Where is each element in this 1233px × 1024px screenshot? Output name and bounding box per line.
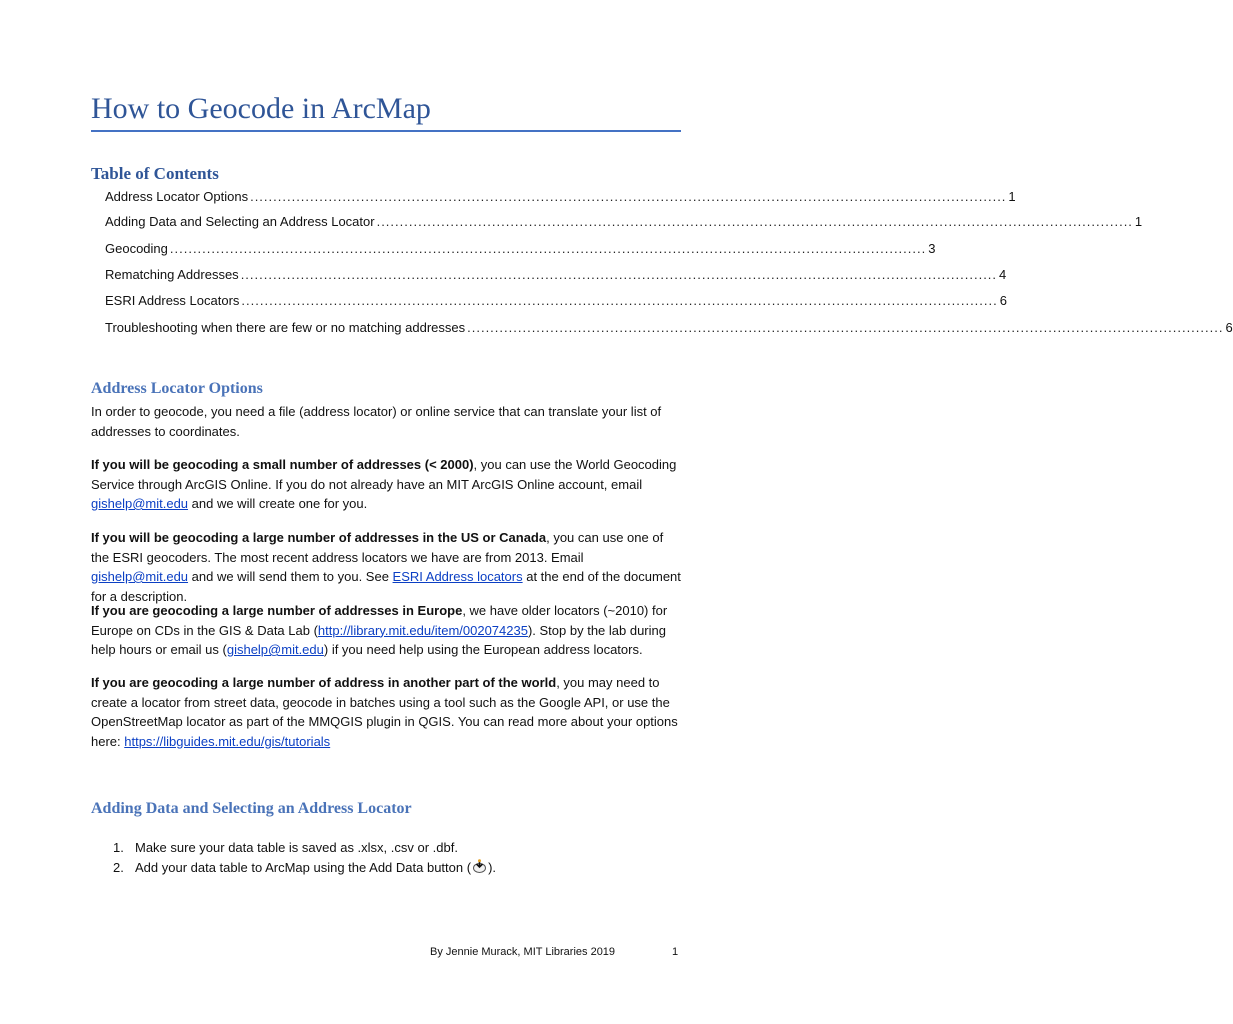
section-heading-adding-data: Adding Data and Selecting an Address Locator bbox=[91, 800, 412, 817]
toc-entry-page: 1 bbox=[1134, 214, 1143, 229]
esri-address-locators-link[interactable]: ESRI Address locators bbox=[392, 569, 523, 584]
toc-entry[interactable] bbox=[105, 241, 936, 259]
paragraph-text: ) if you need help using the European address locators. bbox=[323, 642, 643, 657]
list-number: 2. bbox=[113, 860, 124, 875]
us-canada-paragraph bbox=[91, 528, 683, 606]
toc-entry-page: 3 bbox=[928, 241, 936, 256]
small-geocoding-paragraph bbox=[91, 455, 683, 514]
paragraph-bold-lead: If you are geocoding a large number of addresses in Europe bbox=[91, 603, 463, 618]
intro-paragraph: In order to geocode, you need a file (address locator) or online service that can translate your list of addresses to coordinates. bbox=[91, 404, 662, 439]
toc-entry-label[interactable]: Geocoding bbox=[105, 241, 168, 256]
libguides-tutorials-link[interactable]: https://libguides.mit.edu/gis/tutorials bbox=[124, 733, 331, 749]
list-text: Make sure your data table is saved as .xlsx, .csv or .dbf. bbox=[135, 840, 458, 855]
toc-leader-dots: .................................................................................................................................................................... bbox=[169, 241, 927, 256]
toc-leader-dots: .................................................................................................................................................................... bbox=[250, 189, 1007, 204]
toc-entry[interactable] bbox=[105, 189, 1016, 207]
gishelp-email-link[interactable]: gishelp@mit.edu bbox=[91, 496, 189, 511]
list-item bbox=[113, 838, 673, 858]
toc-entry-page: 4 bbox=[999, 267, 1007, 282]
title-underline-rule bbox=[91, 130, 681, 132]
paragraph-text: and we will create one for you. bbox=[188, 496, 368, 511]
toc-entry[interactable] bbox=[105, 214, 1143, 232]
paragraph-text: , you can use one of the ESRI geocoders. The most recent address locators we have are from 2013. Email bbox=[91, 530, 664, 565]
toc-entry-page: 6 bbox=[999, 293, 1007, 308]
list-text: ). bbox=[488, 860, 497, 875]
paragraph-text: , you can use the World Geocoding Service through ArcGIS Online. If you do not already have an MIT ArcGIS Online account, email bbox=[91, 457, 677, 492]
world-paragraph bbox=[91, 673, 683, 751]
footer-credit: By Jennie Murack, MIT Libraries 2019 bbox=[430, 946, 616, 958]
paragraph-bold-lead: If you will be geocoding a large number of addresses in the US or Canada bbox=[91, 530, 547, 545]
library-item-link[interactable]: http://library.mit.edu/item/002074235 bbox=[317, 622, 528, 638]
toc-entry-label[interactable]: Address Locator Options bbox=[105, 189, 249, 204]
toc-leader-dots: .................................................................................................................................................................... bbox=[241, 293, 998, 308]
toc-heading: Table of Contents bbox=[91, 164, 219, 183]
gishelp-email-link[interactable]: gishelp@mit.edu bbox=[226, 642, 324, 657]
toc-entry-page: 1 bbox=[1008, 189, 1016, 204]
toc-entry[interactable] bbox=[105, 267, 1007, 285]
footer-page-number: 1 bbox=[672, 946, 679, 958]
toc-leader-dots: .................................................................................................................................................................... bbox=[240, 267, 998, 282]
section-heading-address-locator-options: Address Locator Options bbox=[91, 380, 263, 397]
paragraph-text: , you may need to create a locator from street data, geocode in batches using a tool such as the Google API, or use the OpenStreetMap locator as part of the MMQGIS plugin in QGIS. You can read more about your options here: bbox=[91, 675, 678, 749]
toc-entry[interactable] bbox=[105, 320, 1233, 338]
list-number: 1. bbox=[113, 840, 124, 855]
document-title: How to Geocode in ArcMap bbox=[91, 92, 431, 125]
europe-paragraph bbox=[91, 601, 683, 660]
toc-entry-label[interactable]: Adding Data and Selecting an Address Locator bbox=[105, 214, 375, 229]
paragraph-bold-lead: If you will be geocoding a small number of addresses (< 2000) bbox=[91, 457, 474, 472]
toc-entry[interactable] bbox=[105, 293, 1007, 311]
paragraph-bold-lead: If you are geocoding a large number of address in another part of the world bbox=[91, 675, 557, 690]
paragraph-text: at the end of the document for a description. bbox=[91, 569, 681, 604]
toc-entry-label[interactable]: Rematching Addresses bbox=[105, 267, 239, 282]
toc-leader-dots: .................................................................................................................................................................... bbox=[376, 214, 1133, 229]
paragraph-text: ). Stop by the lab during help hours or email us ( bbox=[91, 622, 666, 657]
list-item bbox=[113, 858, 673, 878]
paragraph-text: , we have older locators (~2010) for Europe on CDs in the GIS & Data Lab ( bbox=[91, 603, 668, 638]
toc-leader-dots: .................................................................................................................................................................... bbox=[467, 320, 1224, 335]
toc-entry-page: 6 bbox=[1225, 320, 1233, 335]
list-text: Add your data table to ArcMap using the Add Data button ( bbox=[135, 860, 472, 875]
paragraph-text: and we will send them to you. See bbox=[188, 569, 393, 584]
toc-entry-label[interactable]: ESRI Address Locators bbox=[105, 293, 240, 308]
add-data-icon bbox=[472, 859, 487, 874]
gishelp-email-link[interactable]: gishelp@mit.edu bbox=[91, 569, 189, 584]
toc-entry-label[interactable]: Troubleshooting when there are few or no matching addresses bbox=[105, 320, 466, 335]
